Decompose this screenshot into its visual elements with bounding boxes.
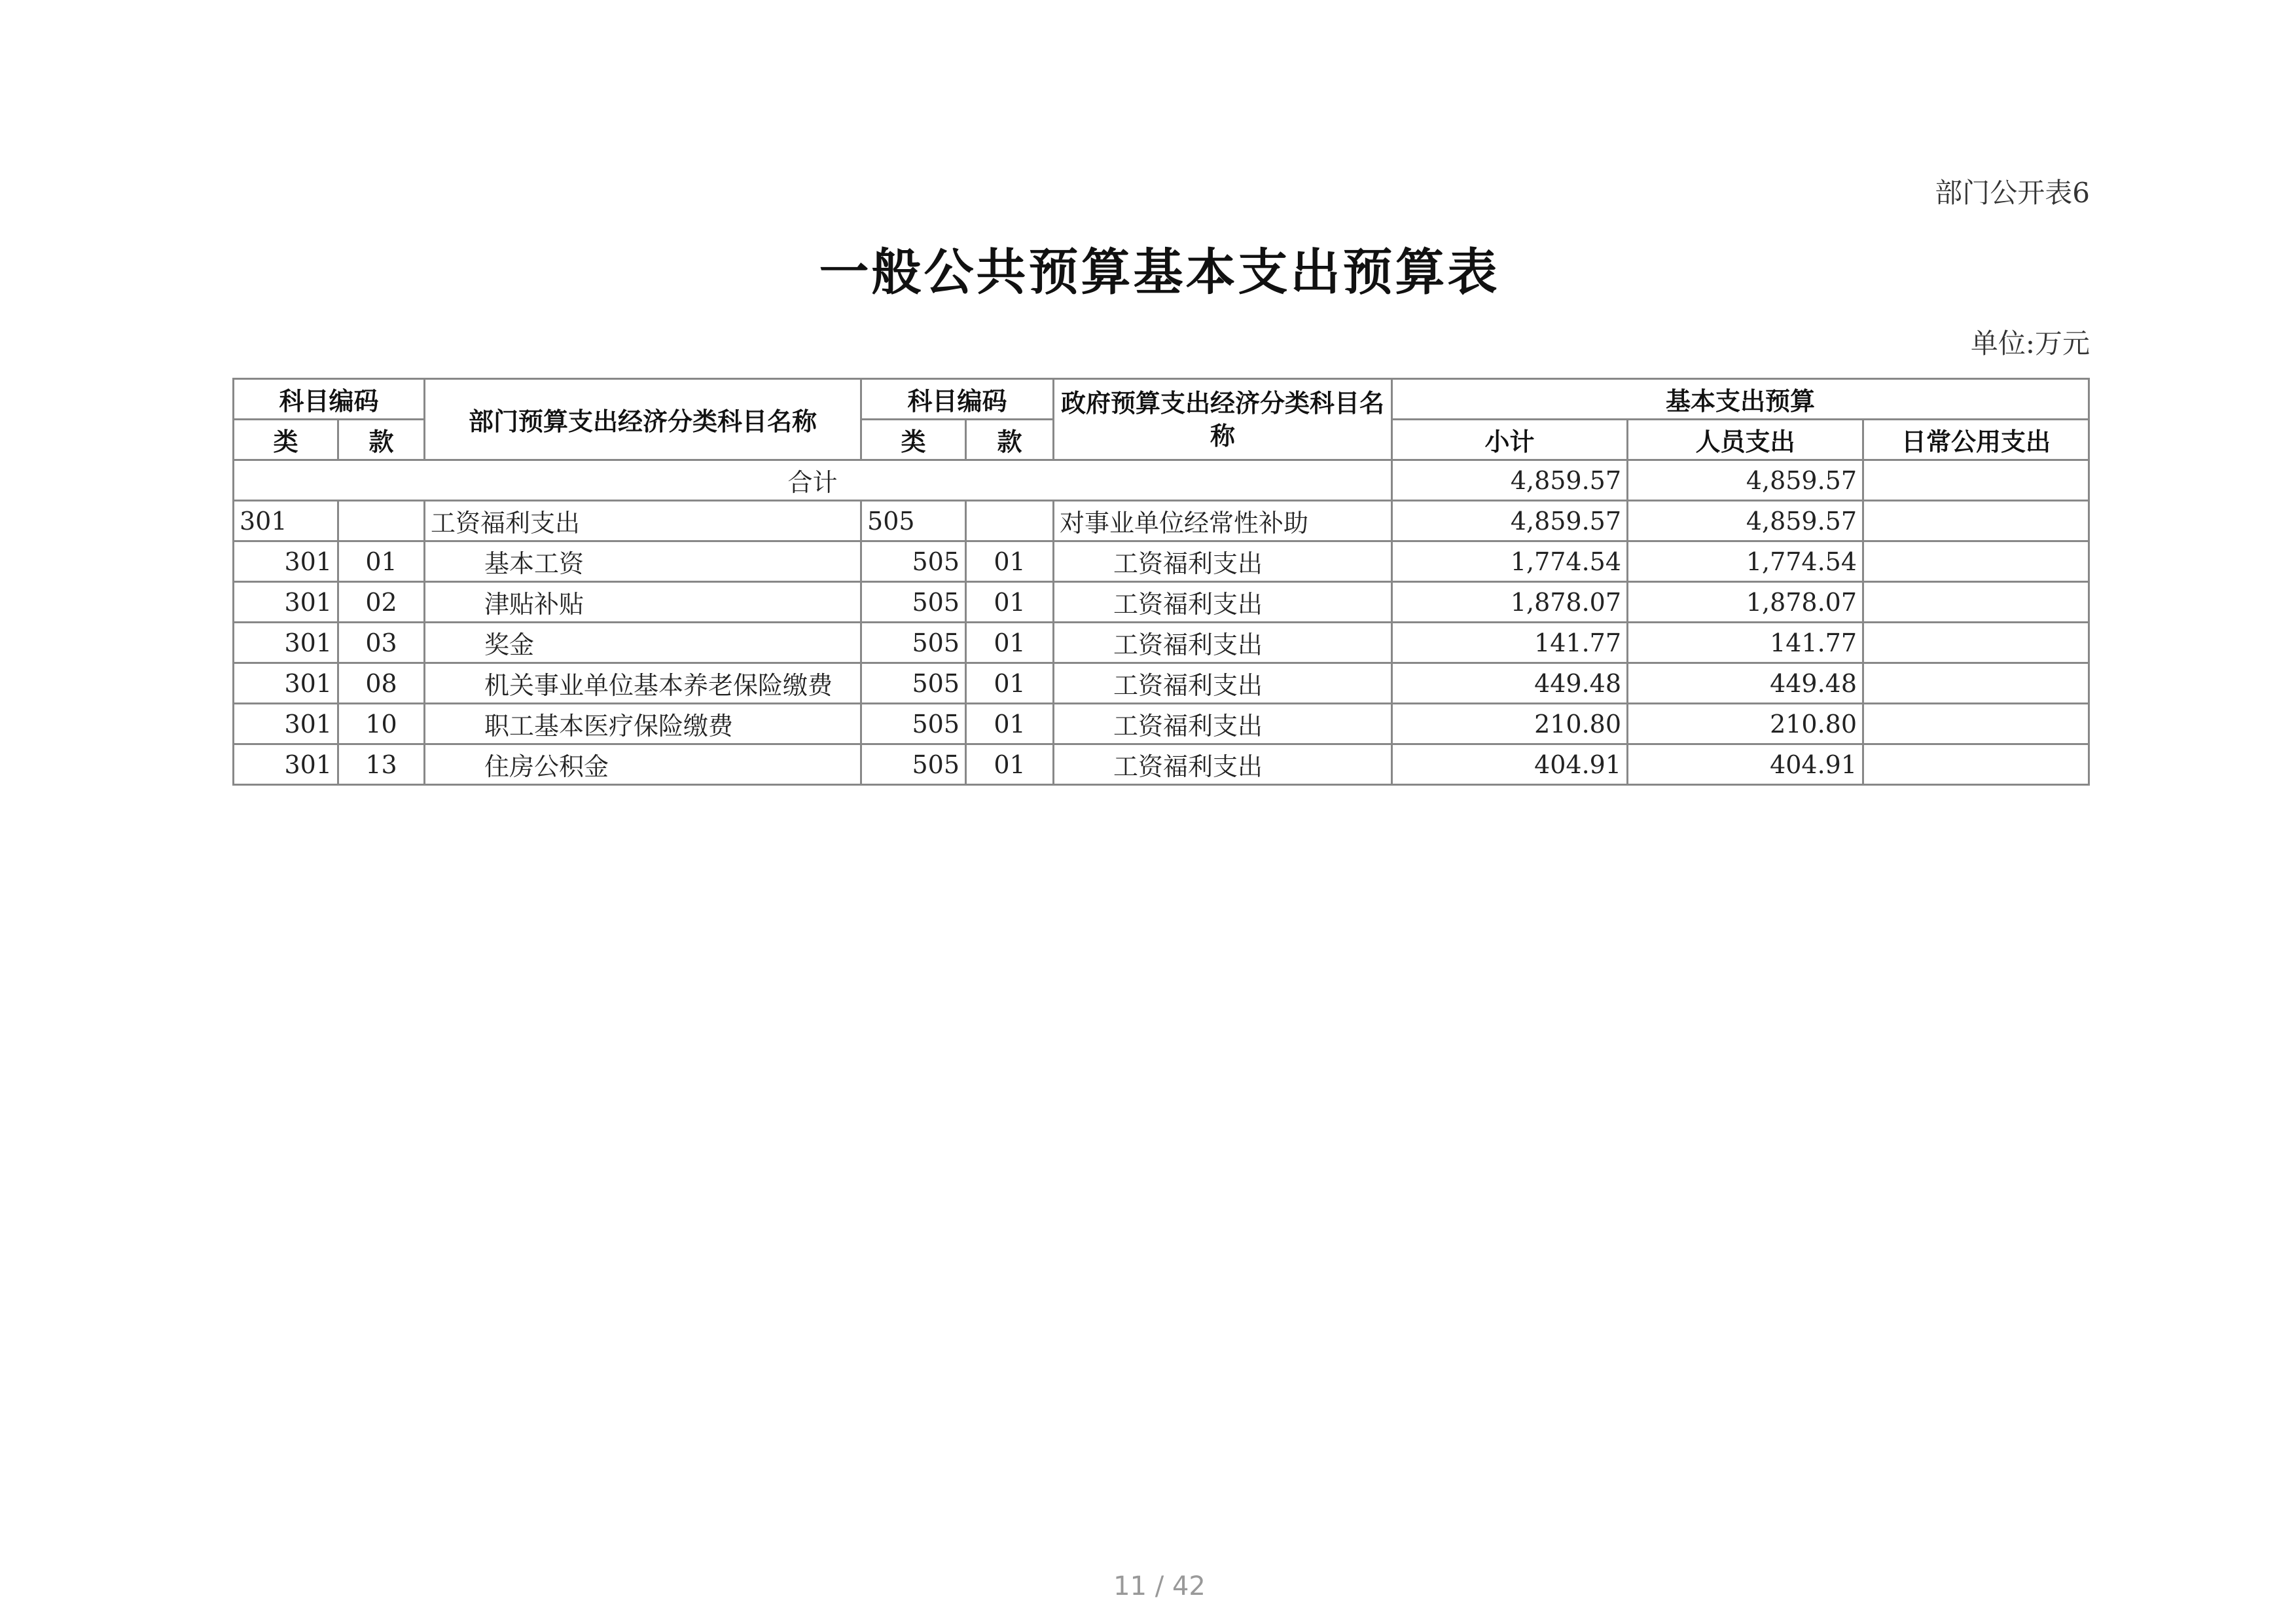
cell-lei2: 505 [861,501,966,541]
header-basic: 基本支出预算 [1392,379,2089,420]
cell-gov-name: 工资福利支出 [1054,541,1392,582]
header-code1: 科目编码 [234,379,425,420]
cell-dept-name: 工资福利支出 [425,501,861,541]
cell-lei2: 505 [861,744,966,785]
cell-daily [1863,541,2089,582]
cell-lei1: 301 [234,744,338,785]
header-personnel: 人员支出 [1628,420,1863,460]
cell-lei2: 505 [861,582,966,623]
cell-daily [1863,582,2089,623]
cell-dept-name: 机关事业单位基本养老保险缴费 [425,663,861,704]
cell-kuan2: 01 [966,623,1054,663]
header-daily: 日常公用支出 [1863,420,2089,460]
cell-dept-name: 奖金 [425,623,861,663]
total-row [234,460,2089,501]
cell-lei1: 301 [234,501,338,541]
table-row [234,744,2089,785]
cell-gov-name: 工资福利支出 [1054,663,1392,704]
cell-subtotal: 404.91 [1392,744,1628,785]
total-subtotal: 4,859.57 [1392,460,1628,501]
cell-kuan2: 01 [966,744,1054,785]
cell-lei1: 301 [234,663,338,704]
cell-lei1: 301 [234,704,338,744]
header-gov-name-text: 政府预算支出经济分类科目名称 [1061,388,1385,450]
cell-daily [1863,704,2089,744]
cell-personnel: 210.80 [1628,704,1863,744]
cell-dept-name: 基本工资 [425,541,861,582]
cell-personnel: 4,859.57 [1628,501,1863,541]
cell-personnel: 404.91 [1628,744,1863,785]
unit-label: 单位:万元 [1970,327,2090,359]
cell-gov-name: 工资福利支出 [1054,623,1392,663]
cell-gov-name: 工资福利支出 [1054,582,1392,623]
cell-lei1: 301 [234,541,338,582]
cell-dept-name: 住房公积金 [425,744,861,785]
cell-lei1: 301 [234,582,338,623]
header-lei2: 类 [861,420,966,460]
cell-gov-name: 对事业单位经常性补助 [1054,501,1392,541]
cell-daily [1863,663,2089,704]
cell-subtotal: 141.77 [1392,623,1628,663]
form-number: 部门公开表6 [1935,177,2090,209]
cell-lei1: 301 [234,623,338,663]
cell-personnel: 1,774.54 [1628,541,1863,582]
header-subtotal: 小计 [1392,420,1628,460]
budget-table [232,378,2090,786]
cell-daily [1863,744,2089,785]
cell-kuan1 [338,501,425,541]
cell-lei2: 505 [861,704,966,744]
header-kuan1: 款 [338,420,425,460]
cell-gov-name: 工资福利支出 [1054,704,1392,744]
cell-kuan2: 01 [966,541,1054,582]
header-dept-name: 部门预算支出经济分类科目名称 [425,379,861,460]
header-gov-name [1054,379,1392,460]
cell-kuan2: 01 [966,663,1054,704]
cell-gov-name: 工资福利支出 [1054,744,1392,785]
total-personnel: 4,859.57 [1628,460,1863,501]
cell-kuan2: 01 [966,582,1054,623]
cell-kuan1: 08 [338,663,425,704]
cell-kuan1: 02 [338,582,425,623]
cell-personnel: 449.48 [1628,663,1863,704]
header-row-1 [234,379,2089,420]
cell-kuan1: 10 [338,704,425,744]
cell-subtotal: 1,878.07 [1392,582,1628,623]
table-row [234,501,2089,541]
total-daily [1863,460,2089,501]
cell-dept-name: 职工基本医疗保险缴费 [425,704,861,744]
cell-kuan1: 03 [338,623,425,663]
cell-subtotal: 210.80 [1392,704,1628,744]
cell-dept-name: 津贴补贴 [425,582,861,623]
cell-subtotal: 1,774.54 [1392,541,1628,582]
cell-daily [1863,623,2089,663]
cell-subtotal: 4,859.57 [1392,501,1628,541]
header-kuan2: 款 [966,420,1054,460]
cell-daily [1863,501,2089,541]
cell-personnel: 141.77 [1628,623,1863,663]
header-lei1: 类 [234,420,338,460]
total-label: 合计 [234,460,1392,501]
cell-subtotal: 449.48 [1392,663,1628,704]
table-row [234,623,2089,663]
cell-kuan2: 01 [966,704,1054,744]
page-title: 一般公共预算基本支出预算表 [819,243,1500,301]
table-row [234,582,2089,623]
cell-kuan1: 01 [338,541,425,582]
page-indicator: 11 / 42 [1113,1571,1206,1601]
cell-personnel: 1,878.07 [1628,582,1863,623]
cell-kuan1: 13 [338,744,425,785]
table-row [234,704,2089,744]
cell-kuan2 [966,501,1054,541]
table-row [234,663,2089,704]
cell-lei2: 505 [861,541,966,582]
cell-lei2: 505 [861,623,966,663]
cell-lei2: 505 [861,663,966,704]
table-row [234,541,2089,582]
header-code2: 科目编码 [861,379,1054,420]
